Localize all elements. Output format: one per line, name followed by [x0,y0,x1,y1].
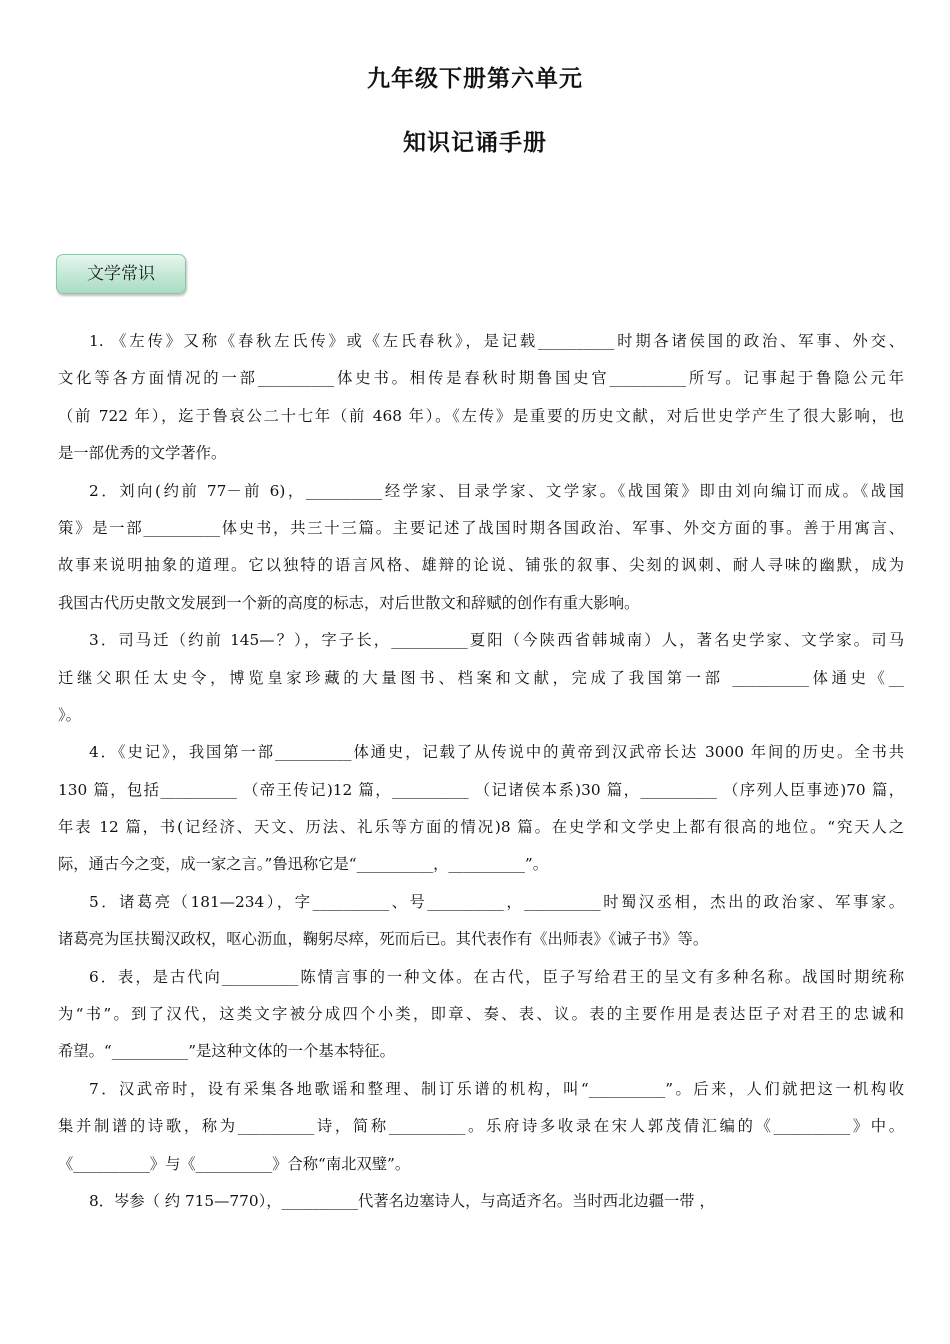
paragraph-line: 我国古代历史散文发展到一个新的高度的标志，对后世散文和辞赋的创作有重大影响。 [58,593,640,612]
paragraph-line: 年表 12 篇，书(记经济、天文、历法、礼乐等方面的情况)8 篇。在史学和文学史上都有很高的地位。“究天人之 [58,818,904,837]
paragraph-line: 4．《史记》，我国第一部__________体通史，记载了从传说中的黄帝到汉武帝长达 3000 年间的历史。全书共 [89,743,904,762]
paragraph-line: 际，通古今之变，成一家之言。”鲁迅称它是“__________，__________”。 [58,855,549,874]
paragraph-line: 》。 [58,705,81,724]
paragraph-line: 3．司马迁（约前 145—？），字子长，__________夏阳（今陕西省韩城南）人，著名史学家、文学家。司马 [89,631,904,650]
paragraph-line: 集并制谱的诗歌，称为__________诗，简称__________。乐府诗多收录在宋人郭茂倩汇编的《__________》中。 [58,1117,904,1136]
paragraph-line: 2．刘向(约前 77－前 6)，__________经学家、目录学家、文学家。《战国策》即由刘向编订而成。《战国 [89,481,904,500]
paragraph-line: 1. 《左传》又称《春秋左氏传》或《左氏春秋》，是记载__________时期各诸侯国的政治、军事、外交、 [89,332,904,350]
paragraph-line: 文化等各方面情况的一部__________体史书。相传是春秋时期鲁国史官__________所写。记事起于鲁隐公元年 [58,369,904,388]
section-badge: 文学常识 [56,254,186,294]
paragraph-line: 诸葛亮为匡扶蜀汉政权，呕心沥血，鞠躬尽瘁，死而后已。其代表作有《出师表》《诫子书》等。 [58,930,709,949]
paragraph-line: 故事来说明抽象的道理。它以独特的语言风格、雄辩的论说、铺张的叙事、尖刻的讽刺、耐人寻味的幽默，成为 [58,556,904,575]
paragraph-line: 5．诸葛亮（181—234），字__________、号__________，__________时蜀汉丞相，杰出的政治家、军事家。 [89,892,904,911]
paragraph-line: 《__________》与《__________》合称“南北双璧”。 [58,1154,411,1173]
paragraph-line: 6．表，是古代向__________陈情言事的一种文体。在古代，臣子写给君王的呈文有多种名称。战国时期统称 [89,967,904,986]
paragraph-line: 策》是一部__________体史书，共三十三篇。主要记述了战国时期各国政治、军事、外交方面的事。善于用寓言、 [58,518,904,537]
paragraph-line: 8．岑参（ 约 715—770），__________代著名边塞诗人，与高适齐名。当时西北边疆一带 ， [89,1191,715,1210]
paragraph-line: 希望。“__________”是这种文体的一个基本特征。 [58,1042,395,1061]
paragraph-line: 迁继父职任太史令，博览皇家珍藏的大量图书、档案和文献，完成了我国第一部 __________体通史《__ [58,668,904,687]
paragraph-line: 为“书”。到了汉代，这类文字被分成四个小类，即章、奏、表、议。表的主要作用是表达臣子对君王的忠诚和 [58,1005,904,1024]
paragraph-line: （前 722 年），迄于鲁哀公二十七年（前 468 年）。《左传》是重要的历史文献，对后世史学产生了很大影响，也 [58,406,904,425]
paragraph-line: 7．汉武帝时，设有采集各地歌谣和整理、制订乐谱的机构，叫“__________”。后来，人们就把这一机构收 [89,1079,904,1098]
paragraph-line: 130 篇，包括__________ （帝王传记)12 篇，__________ （记诸侯本系)30 篇，__________ （序列人臣事迹)70 篇， [58,780,904,799]
document-body [58,327,904,1224]
document-subtitle: 知识记诵手册 [403,129,547,156]
paragraph-line: 是一部优秀的文学著作。 [58,444,227,463]
document-title: 九年级下册第六单元 [367,65,583,92]
